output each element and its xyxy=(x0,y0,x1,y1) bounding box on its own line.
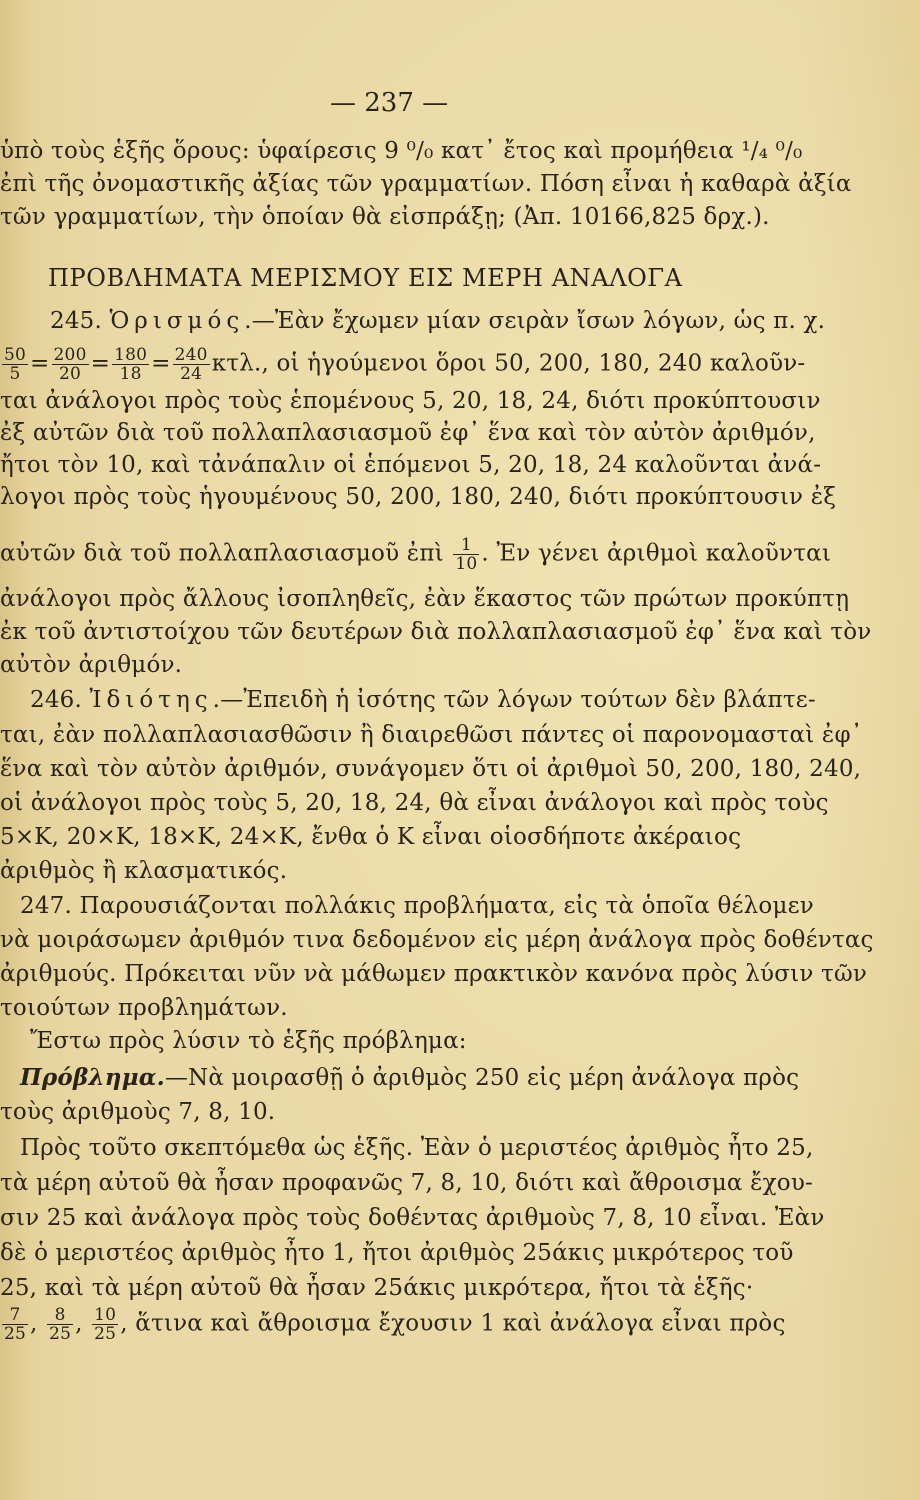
text-line: λογοι πρὸς τοὺς ἡγουμένους 50, 200, 180, 240, διότι προκύπτουσιν ἐξ xyxy=(0,484,837,510)
text-line: τοὺς ἀριθμοὺς 7, 8, 10. xyxy=(0,1099,276,1125)
text-line-with-fraction: αὐτῶν διὰ τοῦ πολλαπλασιασμοῦ ἐπὶ $\frac{1}{10}$ . Ἐν γένει ἀριθμοὶ καλοῦνται xyxy=(0,535,832,574)
paragraph-number: 245. xyxy=(50,308,110,334)
text-line: αὐτὸν ἀριθμόν. xyxy=(0,652,183,678)
text-line: ἀριθμούς. Πρόκειται νῦν νὰ μάθωμεν πρακτικὸν κανόνα πρὸς λύσιν τῶν xyxy=(0,961,868,987)
text-line: τοιούτων προβλημάτων. xyxy=(0,995,288,1021)
paragraph-number: 246. xyxy=(30,687,90,713)
text-line: τὰ μέρη αὐτοῦ θὰ ἦσαν προφανῶς 7, 8, 10, διότι καὶ ἄθροισμα ἔχου- xyxy=(0,1170,814,1196)
text-span: .—Ἐὰν ἔχωμεν μίαν σειρὰν ἴσων λόγων, ὡς π. χ. xyxy=(244,308,826,334)
fraction: $\frac{7}{25}$ xyxy=(4,1305,27,1344)
text-line: δὲ ὁ μεριστέος ἀριθμὸς ἦτο 1, ἤτοι ἀριθμὸς 25άκις μικρότερος τοῦ xyxy=(0,1240,794,1266)
fraction: $\frac{8}{25}$ xyxy=(49,1305,72,1344)
text-span: .—Ἐπειδὴ ἡ ἰσότης τῶν λόγων τούτων δὲν βλάπτε- xyxy=(212,687,816,713)
problem-statement xyxy=(20,1063,799,1093)
paragraph-245-start xyxy=(50,306,825,336)
text-line: ἕνα καὶ τὸν αὐτὸν ἀριθμόν, συνάγομεν ὅτι οἱ ἀριθμοὶ 50, 200, 180, 240, xyxy=(0,756,862,782)
section-heading: ΠΡΟΒΛΗΜΑΤΑ ΜΕΡΙΣΜΟΥ ΕΙΣ ΜΕΡΗ ΑΝΑΛΟΓΑ xyxy=(48,264,683,292)
fraction-line: $\frac{7}{25}$ , $\frac{8}{25}$ , $\frac{10}{25}$ , ἅτινα καὶ ἄθροισμα ἔχουσιν 1 καὶ ἀνάλογα εἶναι πρὸς xyxy=(4,1305,786,1344)
fraction: $\frac{1}{10}$ xyxy=(455,535,478,574)
text-line: νὰ μοιράσωμεν ἀριθμόν τινα δεδομένον εἰς μέρη ἀνάλογα πρὸς δοθέντας xyxy=(0,927,874,953)
text-line: 247. Παρουσιάζονται πολλάκις προβλήματα, εἰς τὰ ὁποῖα θέλομεν xyxy=(20,893,814,919)
text-line: Ἔστω πρὸς λύσιν τὸ ἑξῆς πρόβλημα: xyxy=(30,1028,467,1054)
text-line: ἐξ αὐτῶν διὰ τοῦ πολλαπλασιασμοῦ ἐφ᾽ ἕνα καὶ τὸν αὐτὸν ἀριθμόν, xyxy=(0,420,816,446)
property-term: Ἰδιότης xyxy=(89,687,213,713)
fraction: $\frac{50}{5}$ xyxy=(4,345,27,384)
fraction: $\frac{180}{18}$ xyxy=(114,345,148,384)
problem-label: Πρόβλημα. xyxy=(20,1064,165,1091)
text-span: κτλ., οἱ ἡγούμενοι ὅροι 50, 200, 180, 240 καλοῦν- xyxy=(211,350,806,377)
text-line: ἀριθμὸς ἢ κλασματικός. xyxy=(0,858,288,884)
text-line: ἐκ τοῦ ἀντιστοίχου τῶν δευτέρων διὰ πολλαπλασιασμοῦ ἐφ᾽ ἕνα καὶ τὸν xyxy=(0,619,872,645)
fraction: $\frac{200}{20}$ xyxy=(53,345,87,384)
ratio-line: $\frac{50}{5}$ = $\frac{200}{20}$ = $\frac{180}{18}$ = $\frac{240}{24}$ κτλ., οἱ ἡγούμενοι ὅροι 50, 200, 180, 240 καλοῦν- xyxy=(4,345,806,384)
page-number: — 237 — xyxy=(330,88,449,118)
text-line: ἤτοι τὸν 10, καὶ τἀνάπαλιν οἱ ἑπόμενοι 5, 20, 18, 24 καλοῦνται ἀνά- xyxy=(0,452,822,478)
definition-term: Ὁρισμός xyxy=(109,308,245,334)
paragraph-246-start xyxy=(30,685,816,715)
text-span: —Νὰ μοιρασθῇ ὁ ἀριθμὸς 250 εἰς μέρη ἀνάλογα πρὸς xyxy=(164,1065,800,1091)
fraction: $\frac{10}{25}$ xyxy=(94,1305,117,1344)
text-line: ὑπὸ τοὺς ἑξῆς ὅρους: ὑφαίρεσις 9 ⁰/₀ κατ᾽ ἔτος καὶ προμήθεια ¹/₄ ⁰/₀ xyxy=(0,138,803,164)
text-line: ται ἀνάλογοι πρὸς τοὺς ἑπομένους 5, 20, 18, 24, διότι προκύπτουσιν xyxy=(0,388,821,414)
text-line: 5×Κ, 20×Κ, 18×Κ, 24×Κ, ἔνθα ὁ Κ εἶναι οἱοσδήποτε ἀκέραιος xyxy=(0,824,742,850)
text-line: σιν 25 καὶ ἀνάλογα πρὸς τοὺς δοθέντας ἀριθμοὺς 7, 8, 10 εἶναι. Ἐὰν xyxy=(0,1205,825,1231)
text-line: Πρὸς τοῦτο σκεπτόμεθα ὡς ἑξῆς. Ἐὰν ὁ μεριστέος ἀριθμὸς ἦτο 25, xyxy=(20,1135,814,1161)
text-span: ἅτινα καὶ ἄθροισμα ἔχουσιν 1 καὶ ἀνάλογα εἶναι πρὸς xyxy=(135,1310,786,1337)
text-line: τῶν γραμματίων, τὴν ὁποίαν θὰ εἰσπράξῃ; (Ἀπ. 10166,825 δρχ.). xyxy=(0,204,770,230)
text-span: Ἐν γένει ἀριθμοὶ καλοῦνται xyxy=(496,540,832,567)
text-line: οἱ ἀνάλογοι πρὸς τοὺς 5, 20, 18, 24, θὰ εἶναι ἀνάλογοι καὶ πρὸς τοὺς xyxy=(0,790,829,816)
fraction: $\frac{240}{24}$ xyxy=(174,345,208,384)
text-line: ἀνάλογοι πρὸς ἄλλους ἰσοπληθεῖς, ἐὰν ἕκαστος τῶν πρώτων προκύπτῃ xyxy=(0,586,850,612)
text-span: αὐτῶν διὰ τοῦ πολλαπλασιασμοῦ ἐπὶ xyxy=(0,540,444,567)
text-line: ἐπὶ τῆς ὀνομαστικῆς ἀξίας τῶν γραμματίων. Πόση εἶναι ἡ καθαρὰ ἀξία xyxy=(0,171,852,197)
text-line: 25, καὶ τὰ μέρη αὐτοῦ θὰ ἦσαν 25άκις μικρότερα, ἤτοι τὰ ἑξῆς· xyxy=(0,1275,754,1301)
text-line: ται, ἐὰν πολλαπλασιασθῶσιν ἢ διαιρεθῶσι πάντες οἱ παρονομασταὶ ἐφ᾽ xyxy=(0,722,863,748)
